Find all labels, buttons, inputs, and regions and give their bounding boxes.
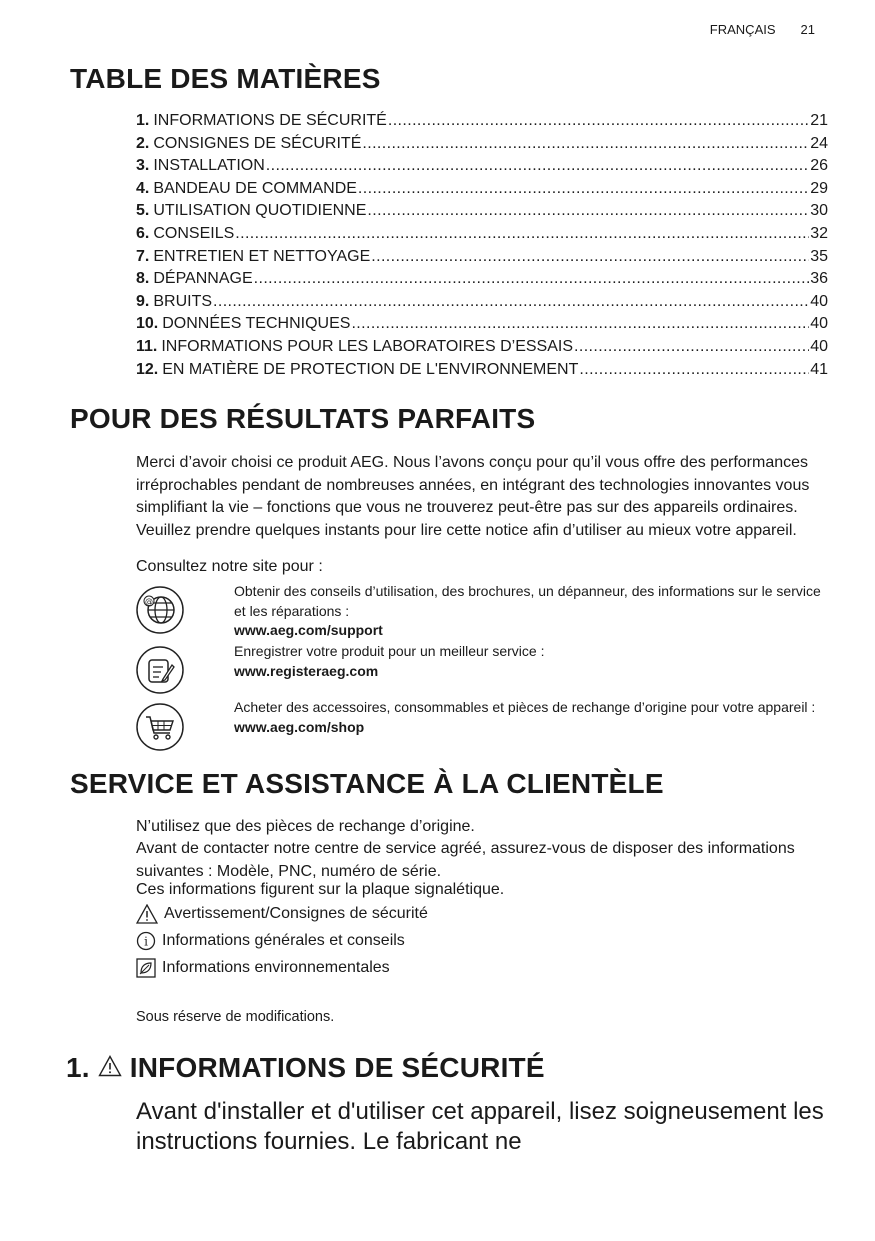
support-line: N’utilisez que des pièces de rechange d’origine.	[136, 818, 475, 835]
warning-icon	[98, 1052, 122, 1084]
safety-section-number: 1.	[66, 1052, 90, 1083]
cart-icon	[135, 702, 185, 752]
legend-info	[136, 931, 405, 951]
legend-info-label: Informations générales et conseils	[162, 932, 405, 949]
toc-item-label: CONSIGNES DE SÉCURITÉ	[153, 134, 362, 152]
leaf-icon	[136, 958, 156, 978]
toc-item-label: CONSEILS	[153, 224, 235, 242]
results-intro: Merci d’avoir choisi ce produit AEG. Nous l’avons conçu pour qu’il vous offre des performances irréprochables pendant de nombreuses années, en intégrant des technologies innovantes vous simplifiant la vie – fonctions que vous ne trouverez peut-être pas sur des appareils ordinaires. Veuillez prendre quelques instants pour lire cette notice afin d’utiliser au mieux votre appareil.	[136, 454, 810, 539]
toc-item[interactable]	[136, 133, 828, 156]
toc-item-label: ENTRETIEN ET NETTOYAGE	[153, 247, 371, 265]
support-line: Ces informations figurent sur la plaque signalétique.	[136, 881, 505, 898]
toc-item-label: DÉPANNAGE	[153, 270, 253, 288]
toc-item[interactable]	[136, 268, 828, 291]
toc-dot-leader	[579, 359, 809, 382]
toc-item-label: BANDEAU DE COMMANDE	[153, 179, 357, 197]
toc-item[interactable]	[136, 110, 828, 133]
toc-dot-leader	[235, 223, 809, 246]
support-line: Avant de contacter notre centre de service agréé, assurez-vous de disposer des informations suivantes : Modèle, PNC, numéro de série.	[136, 840, 795, 880]
toc-item-page: 40	[810, 337, 828, 355]
legend-environment-label: Informations environnementales	[162, 959, 390, 976]
service-support-text: Obtenir des conseils d’utilisation, des brochures, un dépanneur, des informations sur le service et les réparations :	[234, 583, 821, 619]
toc-item[interactable]	[136, 336, 828, 359]
register-link[interactable]: www.registeraeg.com	[234, 662, 379, 679]
safety-title-text: INFORMATIONS DE SÉCURITÉ	[129, 1052, 545, 1083]
toc-item-number: 11.	[136, 337, 158, 355]
safety-intro: Avant d'installer et d'utiliser cet appareil, lisez soigneusement les instructions fournies. Le fabricant ne	[136, 1098, 824, 1155]
toc-item-label: UTILISATION QUOTIDIENNE	[153, 202, 367, 220]
toc-item[interactable]	[136, 155, 828, 178]
toc-item-number: 10.	[136, 315, 159, 333]
toc-item-page: 30	[810, 202, 828, 220]
toc-item-label: BRUITS	[153, 292, 213, 310]
toc-item-page: 35	[810, 247, 828, 265]
legend-environment	[136, 958, 390, 978]
page-number: 21	[800, 22, 815, 37]
toc-item-page: 32	[810, 224, 828, 242]
toc-dot-leader	[266, 155, 809, 178]
toc-item-number: 3.	[136, 157, 150, 175]
results-title: POUR DES RÉSULTATS PARFAITS	[70, 403, 536, 434]
toc-item-page: 40	[810, 292, 828, 310]
svg-text:@: @	[145, 597, 153, 606]
toc-item-number: 4.	[136, 179, 150, 197]
toc-dot-leader	[213, 291, 809, 314]
toc-dot-leader	[358, 178, 809, 201]
toc-item-number: 5.	[136, 202, 150, 220]
toc-item-number: 2.	[136, 134, 150, 152]
toc-item[interactable]	[136, 223, 828, 246]
service-register	[234, 642, 824, 681]
toc-item[interactable]	[136, 291, 828, 314]
service-shop-text: Acheter des accessoires, consommables et pièces de rechange d’origine pour votre appareil :	[234, 699, 816, 715]
toc-item[interactable]	[136, 313, 828, 336]
warning-icon	[136, 904, 158, 924]
shop-link[interactable]: www.aeg.com/shop	[234, 718, 365, 735]
page-header	[710, 22, 815, 37]
toc-item-page: 24	[810, 134, 828, 152]
toc-item[interactable]	[136, 246, 828, 269]
toc-dot-leader	[362, 133, 809, 156]
toc-item-label: INFORMATIONS DE SÉCURITÉ	[153, 112, 387, 129]
toc-item-page: 26	[810, 157, 828, 175]
toc-item-number: 9.	[136, 292, 150, 310]
globe-icon	[135, 585, 185, 635]
safety-title	[66, 1052, 545, 1084]
legend-warning-label: Avertissement/Consignes de sécurité	[164, 905, 428, 922]
toc-dot-leader	[388, 110, 809, 133]
toc-item-label: DONNÉES TECHNIQUES	[162, 315, 351, 333]
info-icon	[136, 931, 156, 951]
toc-item-label: EN MATIÈRE DE PROTECTION DE L'ENVIRONNEMENT	[162, 360, 579, 378]
modification-note: Sous réserve de modifications.	[136, 1009, 335, 1025]
toc-item-number: 8.	[136, 270, 150, 288]
support-link[interactable]: www.aeg.com/support	[234, 622, 383, 638]
service-shop	[234, 698, 824, 737]
service-support	[234, 582, 824, 641]
register-icon	[135, 645, 185, 695]
service-register-text: Enregistrer votre produit pour un meilleur service :	[234, 643, 545, 659]
support-title: SERVICE ET ASSISTANCE À LA CLIENTÈLE	[70, 768, 664, 799]
toc-dot-leader	[254, 268, 810, 291]
toc-dot-leader	[351, 313, 809, 336]
toc-item[interactable]	[136, 178, 828, 201]
svg-text:i: i	[144, 934, 148, 949]
toc-item-number: 12.	[136, 360, 159, 378]
site-label: Consultez notre site pour :	[136, 558, 323, 575]
toc-item[interactable]	[136, 200, 828, 223]
legend-warning	[136, 904, 428, 924]
toc-title: TABLE DES MATIÈRES	[70, 63, 381, 94]
toc-item-page: 40	[810, 315, 828, 333]
toc-item-label: INFORMATIONS POUR LES LABORATOIRES D’ESSAIS	[161, 337, 573, 355]
toc-item-number: 1.	[136, 112, 150, 129]
toc-item-number: 6.	[136, 224, 150, 242]
toc-dot-leader	[574, 336, 809, 359]
toc-dot-leader	[367, 200, 809, 223]
toc-dot-leader	[371, 246, 809, 269]
toc-item-number: 7.	[136, 247, 150, 265]
header-language: FRANÇAIS	[709, 22, 776, 37]
toc-item[interactable]	[136, 359, 828, 382]
toc-item-label: INSTALLATION	[153, 157, 265, 175]
toc-item-page: 29	[810, 179, 828, 197]
toc-list	[136, 110, 828, 381]
toc-item-page: 21	[810, 112, 828, 129]
toc-item-page: 41	[810, 360, 828, 378]
toc-item-page: 36	[810, 270, 828, 288]
